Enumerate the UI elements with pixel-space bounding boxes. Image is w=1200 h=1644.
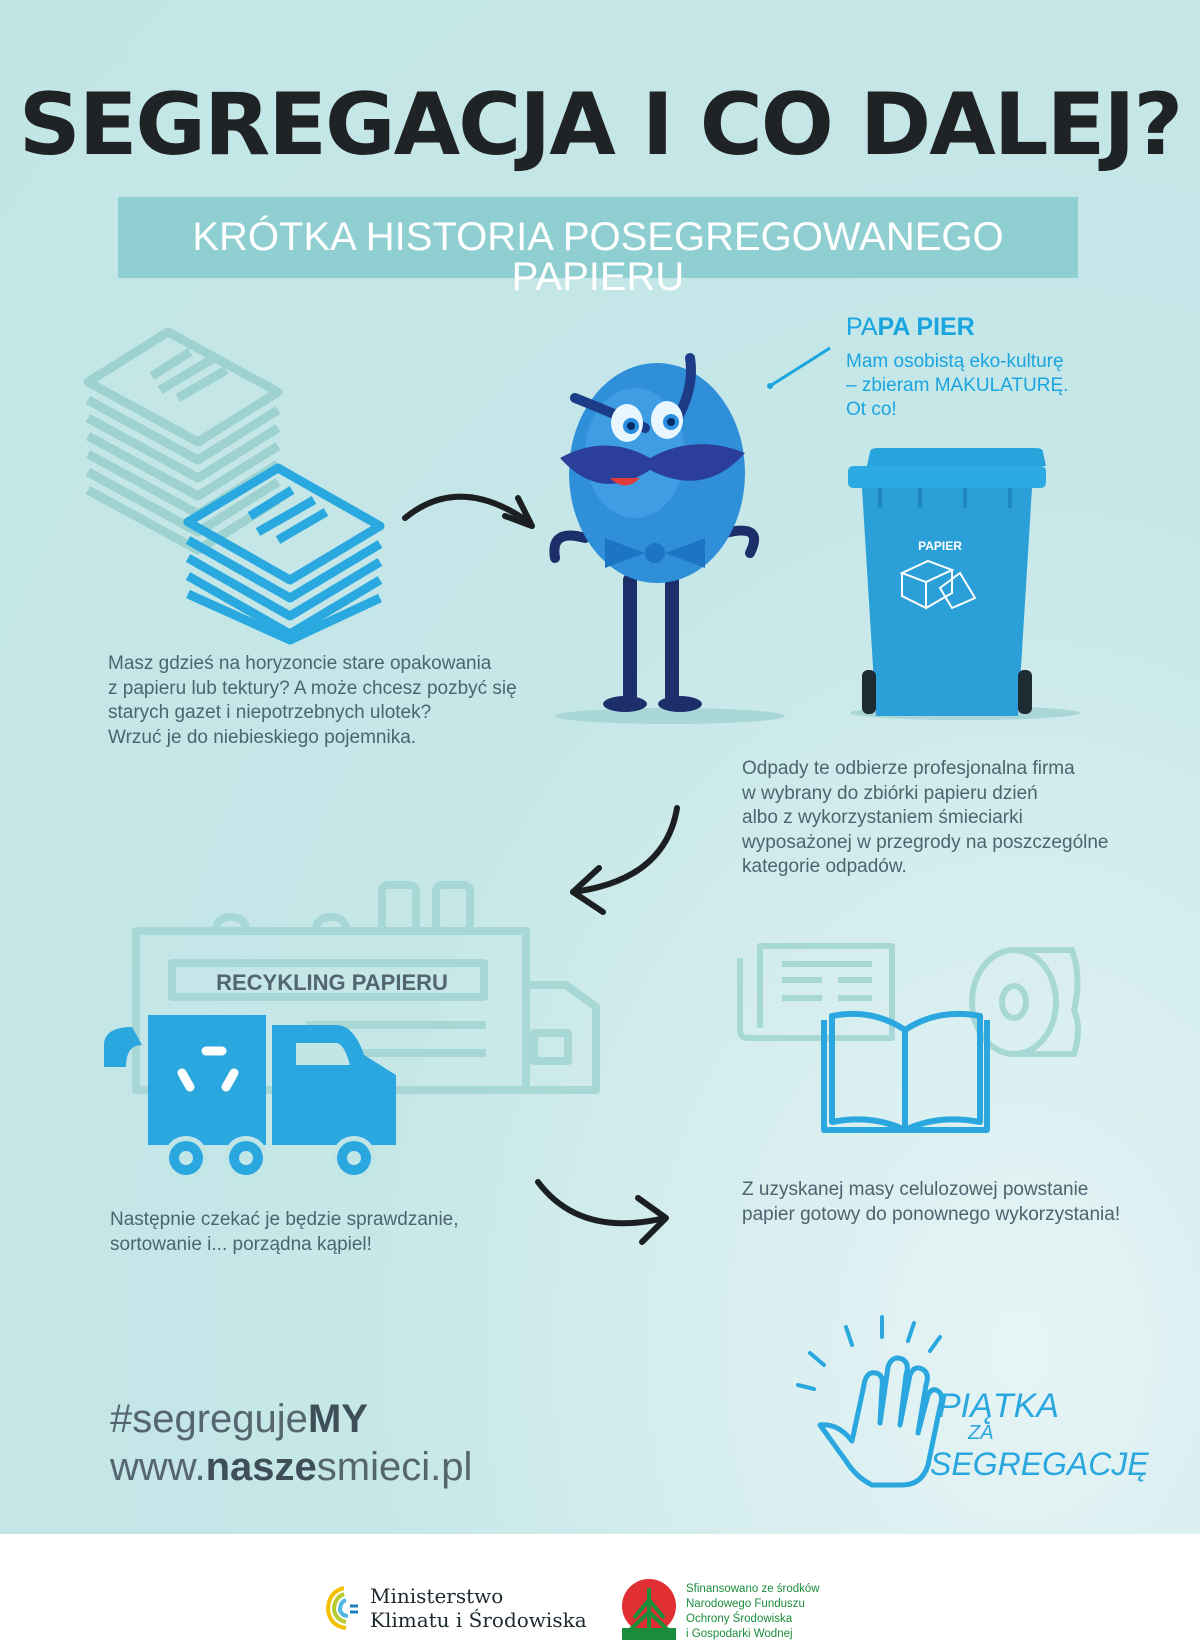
character-name-bold: PA PIER [877,313,975,341]
ministry-name [370,1584,587,1632]
fund-line-1: Sfinansowano ze środków [686,1583,820,1595]
logo-line-3: SEGREGACJĘ [930,1446,1149,1482]
left-leg [623,573,637,703]
piatka-za-segregacje-logo [790,1315,1149,1490]
step2-line-3: albo z wykorzystaniem śmieciarki [742,807,1023,828]
hand-icon [820,1358,942,1485]
step1-line-2: z papieru lub tektury? A może chcesz pozbyć się [108,677,517,699]
arrow-to-products [530,1170,680,1250]
url-bold: nasze [205,1445,317,1489]
character-name [846,315,1106,340]
hashtag [110,1395,472,1443]
hashtag-bold: MY [307,1397,368,1441]
step4-text [742,1178,1162,1227]
newspaper [740,946,892,1038]
step1-line-4: Wrzuć je do niebieskiego pojemnika. [108,726,417,748]
papa-pier-character [545,358,795,730]
step3-line-2: sortowanie i... porządna kąpiel! [110,1233,372,1255]
step1-text [108,652,538,750]
footer [0,1534,1200,1644]
speech-line-2: – zbieram MAKULATURĘ. [846,375,1069,396]
open-book [824,1014,987,1130]
step1-line-3: starych gazet i niepotrzebnych ulotek? [108,702,432,723]
bin-body [862,488,1032,716]
website-link[interactable] [110,1443,472,1491]
url-prefix: www. [110,1445,206,1489]
step3-line-1: Następnie czekać je będzie sprawdzanie, [110,1209,459,1230]
step2-line-4: wyposażonej w przegrody na poszczególne [742,831,1109,853]
bin-wheel-left [862,670,876,714]
speech-line-1: Mam osobistą eko-kulturę [846,351,1064,372]
hashtag-prefix: #segreguje [110,1397,308,1441]
bin-label: PAPIER [918,539,962,553]
subtitle-banner [118,197,1078,299]
step2-text [742,757,1122,880]
character-name-light: PA [846,313,878,341]
ministry-logo-icon [322,1584,362,1632]
bin-wheel-right [1018,670,1032,714]
step4-line-1: Z uzyskanej masy celulozowej powstanie [742,1179,1089,1200]
factory-sign-label: RECYKLING PAPIERU [216,970,448,995]
speech-line [765,342,835,392]
fund-logo-icon [620,1578,678,1640]
fund-text [686,1582,820,1642]
recycling-factory-illustration [96,875,606,1160]
step2-line-2: w wybrany do zbiórki papieru dzień [742,782,1038,804]
campaign-links [110,1395,472,1491]
logo-rays [798,1317,940,1389]
ministry-line-1: Ministerstwo [370,1584,504,1608]
blue-paper-bin [840,448,1080,722]
page-title: SEGREGACJA I CO DALEJ? [18,75,1182,175]
character-speech [846,315,1106,422]
logo-line-1: PIĄTKA [938,1387,1059,1425]
front-paper-stack [188,468,380,640]
step2-line-5: kategorie odpadów. [742,856,907,877]
step1-line-1: Masz gdzieś na horyzoncie stare opakowania [108,653,492,674]
fund-line-4: i Gospodarki Wodnej [686,1628,793,1640]
arrow-to-character [400,478,550,548]
step4-line-2: papier gotowy do ponownego wykorzystania! [742,1203,1121,1225]
step2-line-1: Odpady te odbierze profesjonalna firma [742,758,1075,779]
fund-line-3: Ochrony Środowiska [686,1613,793,1625]
recycling-truck [104,1015,396,1180]
page-subtitle: KRÓTKA HISTORIA POSEGREGOWANEGO PAPIERU [192,215,1004,299]
paper-products-illustration [732,938,1087,1138]
paper-stacks-illustration [80,300,400,645]
ministry-line-2: Klimatu i Środowiska [370,1608,587,1632]
url-suffix: smieci.pl [316,1445,473,1489]
logo-line-2: ZA [968,1422,994,1444]
bin-lid [848,466,1046,488]
fund-line-2: Narodowego Funduszu [686,1598,805,1610]
right-leg [665,573,679,703]
back-paper-stack [88,332,278,550]
speech-line-3: Ot co! [846,399,897,420]
step3-text [110,1208,510,1257]
